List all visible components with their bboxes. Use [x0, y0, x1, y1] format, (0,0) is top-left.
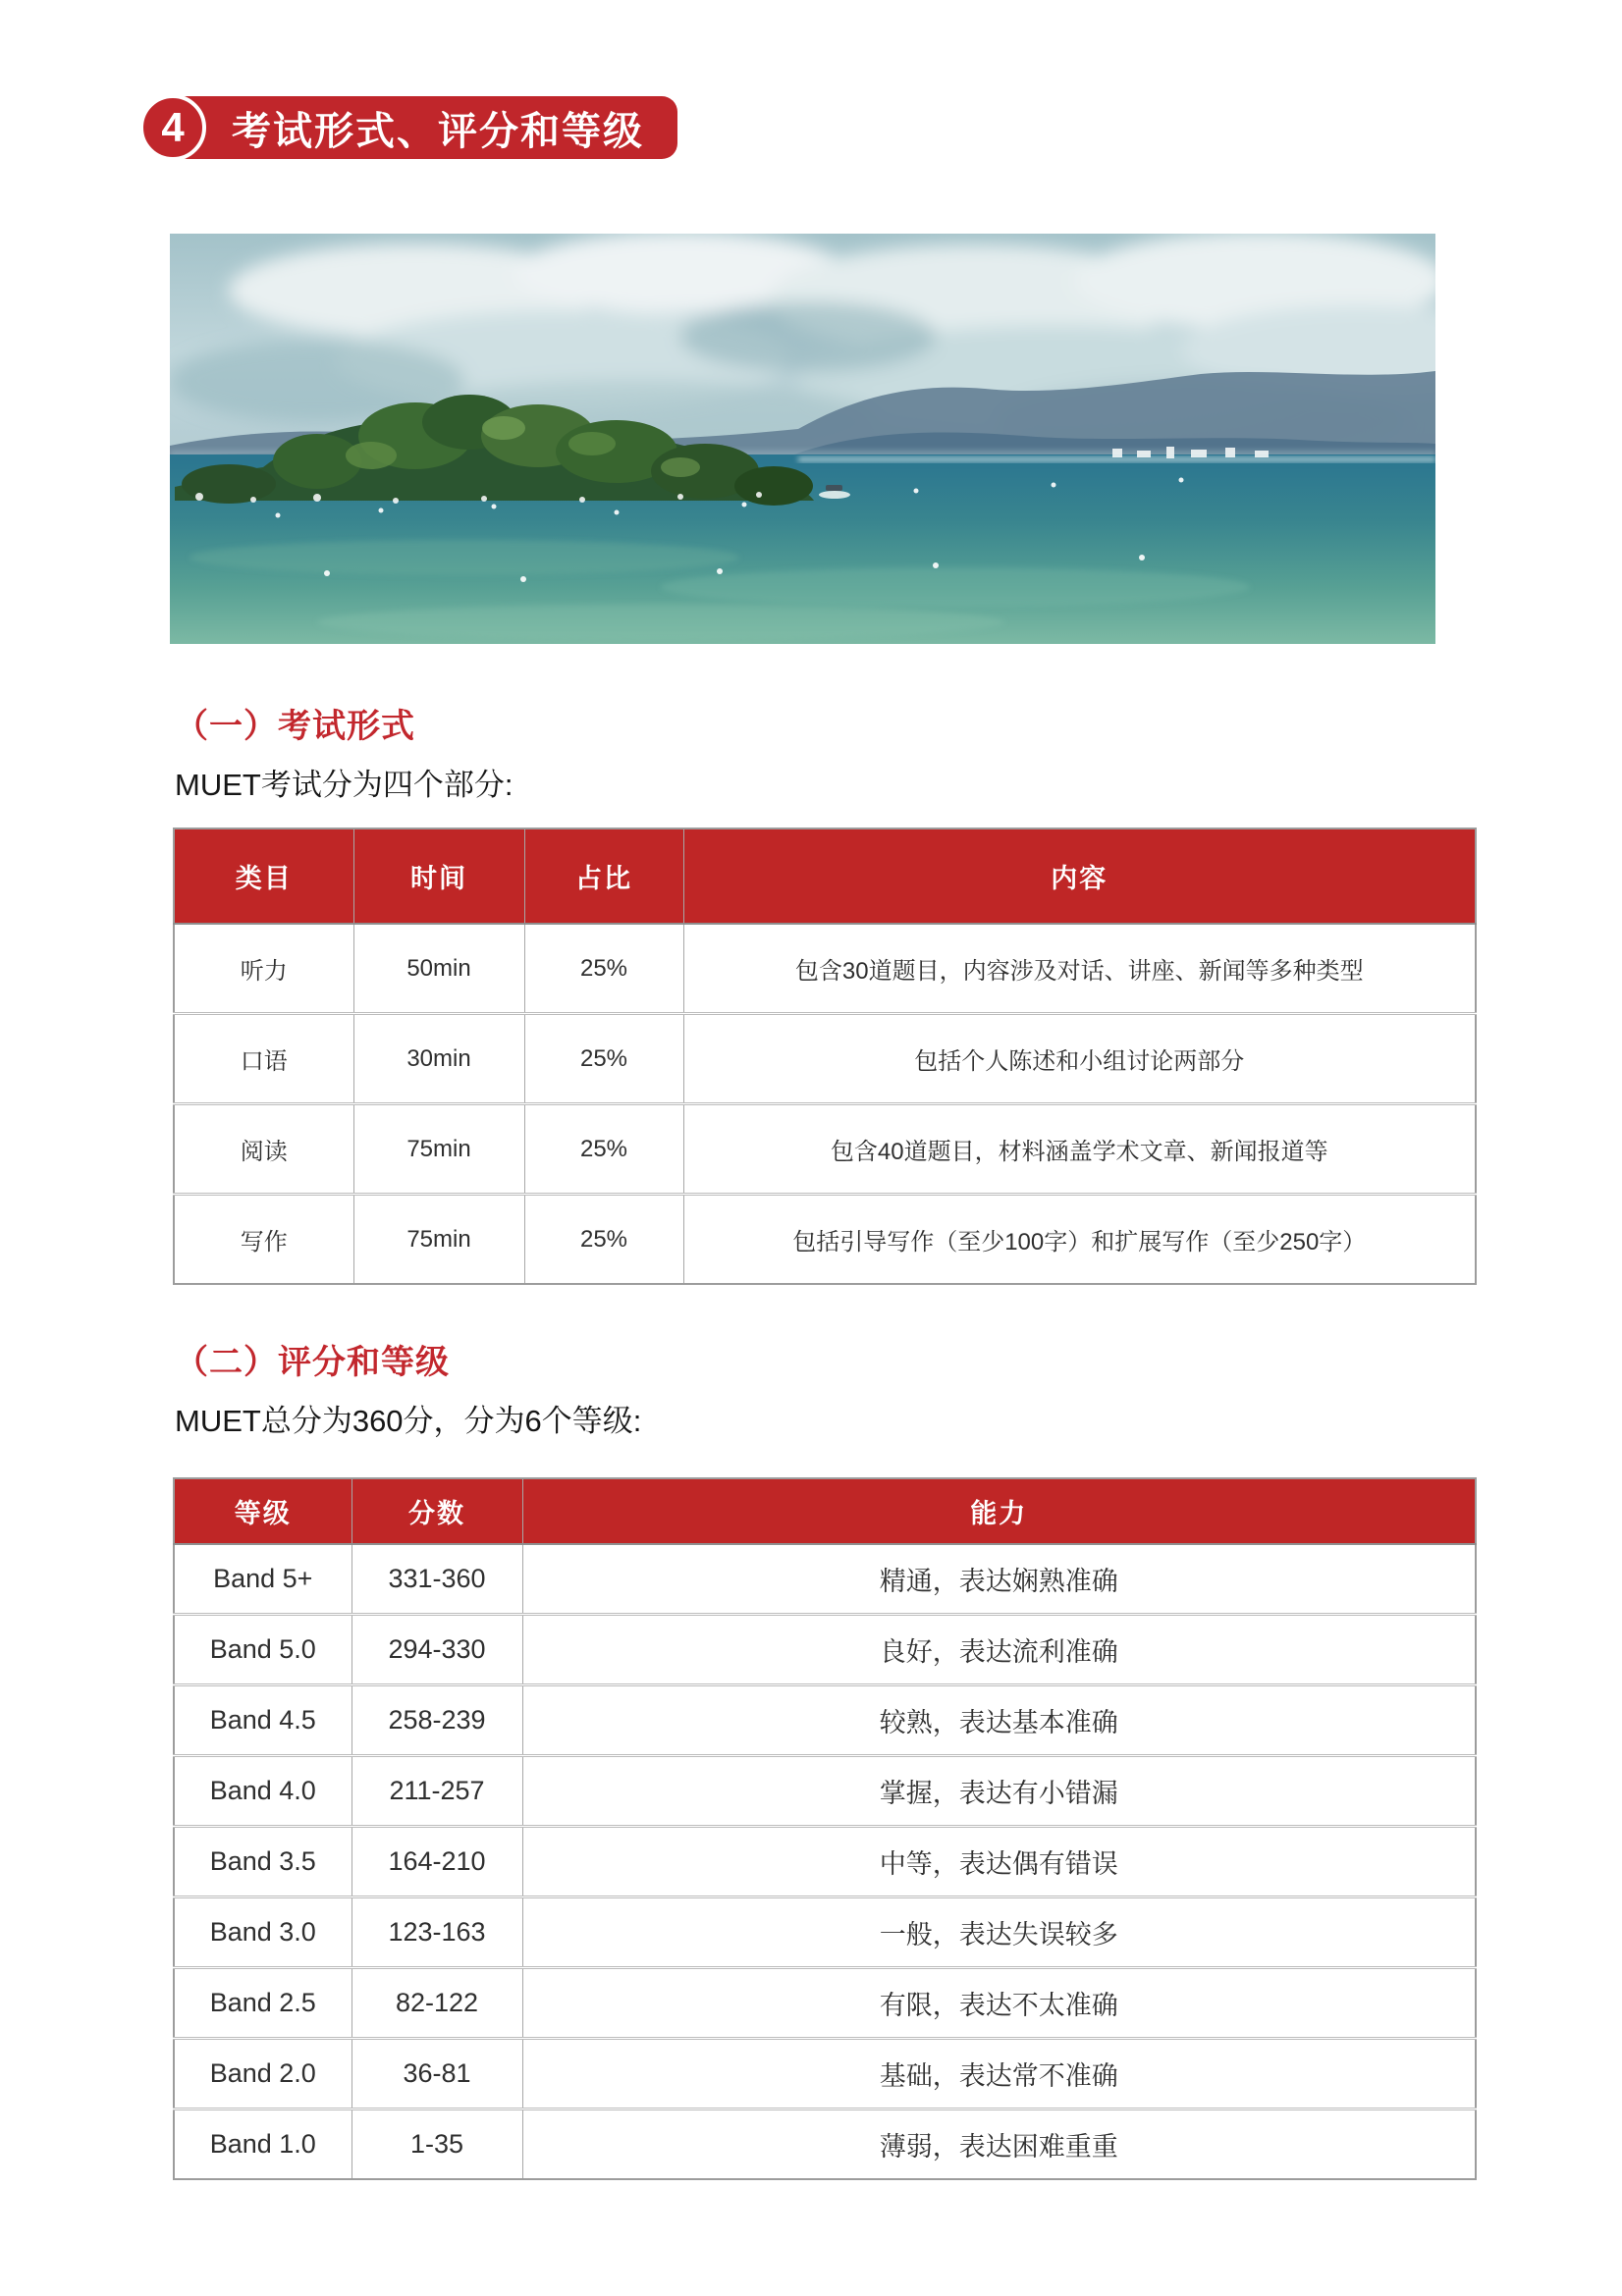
category-cell: 口语: [174, 1014, 353, 1104]
band-cell: Band 2.0: [174, 2039, 351, 2109]
column-header: 等级: [174, 1478, 351, 1544]
ability-cell: 一般，表达失误较多: [522, 1897, 1476, 1968]
ability-cell: 薄弱，表达困难重重: [522, 2109, 1476, 2180]
score-cell: 258-239: [351, 1685, 522, 1756]
column-header: 分数: [351, 1478, 522, 1544]
table-row: [174, 1195, 1476, 1285]
band-cell: Band 5+: [213, 1564, 313, 1593]
score-band-table: [173, 1477, 1477, 2180]
band-cell: Band 3.0: [174, 1897, 351, 1968]
badge-number: 4: [139, 94, 206, 161]
section-1-heading: （一）考试形式: [175, 708, 415, 745]
band-cell: Band 4.0: [174, 1756, 351, 1827]
exam-table-header-row: [174, 828, 1476, 924]
table-row: [174, 1104, 1476, 1195]
table-row: [174, 1756, 1476, 1827]
column-header: 时间: [353, 828, 524, 924]
table-row: [174, 1014, 1476, 1104]
column-header: 占比: [524, 828, 683, 924]
ability-cell: 掌握，表达有小错漏: [522, 1756, 1476, 1827]
score-cell: 331-360: [351, 1544, 522, 1615]
table-row: [174, 1615, 1476, 1685]
content-cell: 包含30道题目，内容涉及对话、讲座、新闻等多种类型: [683, 924, 1476, 1014]
weight-cell: 25%: [524, 1104, 683, 1195]
surf-line: [798, 457, 1435, 461]
ability-cell: 较熟，表达基本准确: [522, 1685, 1476, 1756]
band-cell: Band 4.5: [174, 1685, 351, 1756]
section-2-intro: MUET总分为360分，分为6个等级:: [175, 1404, 642, 1438]
content-cell: 包括个人陈述和小组讨论两部分: [683, 1014, 1476, 1104]
column-header: 能力: [522, 1478, 1476, 1544]
table-row: [174, 2039, 1476, 2109]
score-cell: 123-163: [351, 1897, 522, 1968]
section-1-intro: MUET考试分为四个部分:: [175, 768, 514, 802]
content-cell: 包含40道题目，材料涵盖学术文章、新闻报道等: [683, 1104, 1476, 1195]
category-cell: 阅读: [174, 1104, 353, 1195]
table-row: [174, 1968, 1476, 2039]
score-cell: 294-330: [351, 1615, 522, 1685]
table-row: [174, 924, 1476, 1014]
score-cell: 36-81: [351, 2039, 522, 2109]
score-cell: 1-35: [351, 2109, 522, 2180]
column-header: 内容: [683, 828, 1476, 924]
time-cell: 30min: [353, 1014, 524, 1104]
band-cell: Band 1.0: [174, 2109, 351, 2180]
table-row: [174, 1685, 1476, 1756]
band-table-header-row: [174, 1478, 1476, 1544]
page-title: 考试形式、评分和等级: [171, 96, 677, 159]
table-row: [174, 2109, 1476, 2180]
ability-cell: 良好，表达流利准确: [522, 1615, 1476, 1685]
time-cell: 75min: [353, 1104, 524, 1195]
ability-cell: 有限，表达不太准确: [522, 1968, 1476, 2039]
table-row: [174, 1827, 1476, 1897]
band-cell: Band 2.5: [174, 1968, 351, 2039]
score-cell: 211-257: [351, 1756, 522, 1827]
band-cell: Band 5.0: [174, 1615, 351, 1685]
seascape-illustration: [170, 234, 1435, 644]
ability-cell: 中等，表达偶有错误: [522, 1827, 1476, 1897]
exam-format-table: [173, 828, 1477, 1285]
category-cell: 写作: [174, 1195, 353, 1285]
section-2-heading: （二）评分和等级: [175, 1344, 450, 1381]
ability-cell: 精通，表达娴熟准确: [522, 1544, 1476, 1615]
weight-cell: 25%: [524, 1195, 683, 1285]
score-cell: 82-122: [351, 1968, 522, 2039]
table-row: [174, 1897, 1476, 1968]
table-row: [174, 1544, 1476, 1615]
column-header: 类目: [174, 828, 353, 924]
band-cell: Band 3.5: [174, 1827, 351, 1897]
weight-cell: 25%: [524, 924, 683, 1014]
island-seascape-photo: [170, 234, 1435, 644]
weight-cell: 25%: [524, 1014, 683, 1104]
ability-cell: 基础，表达常不准确: [522, 2039, 1476, 2109]
section-number-badge: [139, 94, 677, 161]
score-cell: 164-210: [351, 1827, 522, 1897]
content-cell: 包括引导写作（至少100字）和扩展写作（至少250字）: [683, 1195, 1476, 1285]
time-cell: 50min: [353, 924, 524, 1014]
category-cell: 听力: [240, 958, 288, 985]
time-cell: 75min: [353, 1195, 524, 1285]
